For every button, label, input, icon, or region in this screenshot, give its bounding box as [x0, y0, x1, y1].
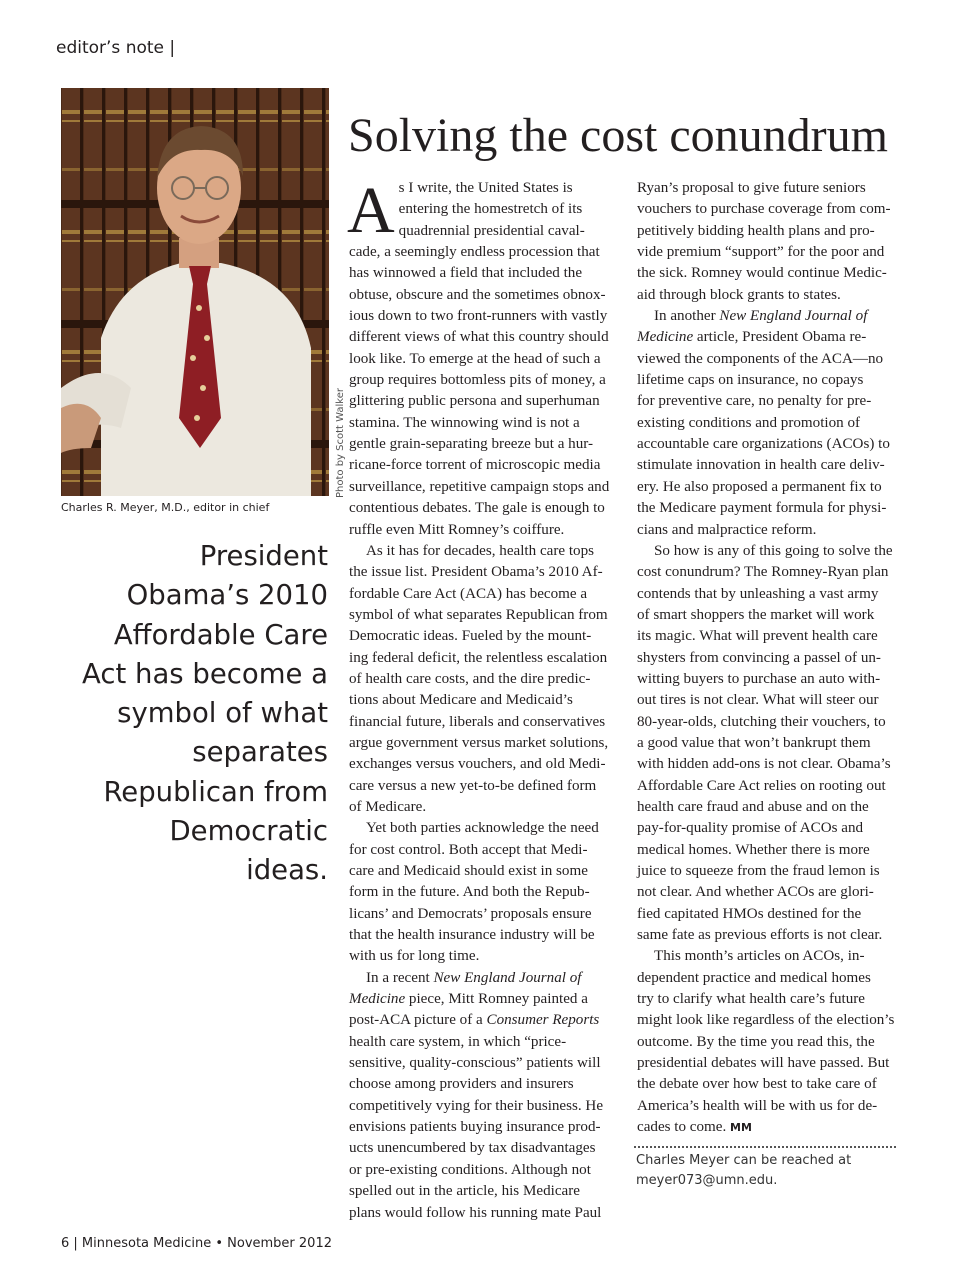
article-line: presidential debates will have passed. But: [637, 1055, 890, 1072]
article-line: the Medicare payment formula for physi-: [637, 500, 887, 517]
contact-note: [636, 1151, 898, 1191]
article-line: out tires is not clear. What will steer our: [637, 692, 879, 709]
article-line: the sick. Romney would continue Medic-: [637, 265, 887, 282]
article-line: contends that by unleashing a vast army: [637, 585, 879, 602]
article-line: Democratic ideas. Fueled by the mount-: [349, 628, 592, 645]
article-line: might look like regardless of the election’s: [637, 1012, 895, 1029]
article-line: 80-year-olds, clutching their vouchers, to: [637, 713, 886, 730]
article-line: symbol of what separates Republican from: [349, 606, 608, 623]
article-line: health care system, in which “price-: [349, 1033, 567, 1050]
article-line: pay-for-quality promise of ACOs and: [637, 820, 864, 837]
article-line: witting buyers to purchase an auto with-: [637, 670, 881, 687]
article-line: for cost control. Both accept that Medi-: [349, 841, 588, 858]
contact-line: Charles Meyer can be reached at: [636, 1153, 852, 1168]
article-line: stimulate innovation in health care deliv-: [637, 457, 885, 474]
article-line: obtuse, obscure and the sometimes obnox-: [349, 286, 606, 303]
article-line: that the health insurance industry will be: [349, 927, 595, 944]
article-line: America’s health will be with us for de-: [637, 1097, 878, 1114]
article-line: In another New England Journal of: [654, 308, 868, 325]
photo-caption: Charles R. Meyer, M.D., editor in chief: [61, 501, 270, 514]
article-line: group requires bottomless pits of money, a: [349, 372, 606, 389]
pull-quote: President Obama’s 2010 Affordable Care Act has become a symbol of what separates Republican from Democratic ideas.: [82, 540, 328, 887]
editor-portrait-image: [61, 88, 329, 496]
article-line: cade, a seemingly endless procession that: [349, 244, 600, 261]
page-footer: 6 | Minnesota Medicine • November 2012: [61, 1236, 332, 1251]
article-line: post-ACA picture of a Consumer Reports: [349, 1012, 600, 1029]
article-line: glittering public persona and superhuman: [349, 393, 600, 410]
article-line: sensitive, quality-conscious” patients will: [349, 1055, 601, 1072]
article-line: its magic. What will prevent health care: [637, 628, 878, 645]
article-line: existing conditions and promotion of: [637, 414, 861, 431]
article-line: a good value that won’t bankrupt them: [637, 734, 871, 751]
article-line: outcome. By the time you read this, the: [637, 1033, 875, 1050]
article-line: with hidden add-ons is not clear. Obama’s: [637, 756, 891, 773]
article-line: tions about Medicare and Medicaid’s: [349, 692, 573, 709]
article-line: cades to come. MM: [637, 1119, 752, 1136]
drop-cap: A: [347, 174, 395, 247]
article-line: In a recent New England Journal of: [366, 969, 582, 986]
article-line: ing federal deficit, the relentless escalation: [349, 649, 608, 666]
article-line: the debate over how best to take care of: [637, 1076, 877, 1093]
article-line: entering the homestretch of its: [398, 201, 583, 218]
signoff-initials: MM: [730, 1121, 752, 1135]
article-line: Ryan’s proposal to give future seniors: [637, 180, 866, 196]
article-line: fordable Care Act (ACA) has become a: [349, 585, 588, 602]
article-line: accountable care organizations (ACOs) to: [637, 436, 890, 453]
article-line: As it has for decades, health care tops: [366, 542, 594, 559]
article-line: not clear. And whether ACOs are glori-: [637, 884, 874, 901]
article-line: for preventive care, no penalty for pre-: [637, 393, 872, 410]
article-line: Affordable Care Act relies on rooting out: [637, 777, 886, 794]
article-line: quadrennial presidential caval-: [398, 222, 585, 239]
article-line: care versus a new yet-to-be defined form: [349, 777, 597, 794]
article-line: ious down to two front-runners with vastly: [349, 308, 608, 325]
article-line: choose among providers and insurers: [349, 1076, 574, 1093]
article-line: plans would follow his running mate Paul: [349, 1204, 602, 1221]
photo-credit: Photo by Scott Walker: [335, 388, 346, 498]
article-line: competitively vying for their business. He: [349, 1097, 604, 1114]
article-line: of health care costs, and the dire predic-: [349, 670, 591, 687]
article-line: ucts unencumbered by tax disadvantages: [349, 1140, 596, 1157]
article-line: ruffle even Mitt Romney’s coiffure.: [349, 521, 565, 538]
article-line: lifetime caps on insurance, no copays: [637, 372, 864, 389]
article-line: cians and malpractice reform.: [637, 521, 817, 538]
article-line: fied capitated HMOs destined for the: [637, 905, 862, 922]
article-line: This month’s articles on ACOs, in-: [654, 948, 865, 965]
article-line: envisions patients buying insurance prod-: [349, 1119, 601, 1136]
article-line: aid through block grants to states.: [637, 286, 841, 303]
article-line: look like. To emerge at the head of such a: [349, 350, 601, 367]
article-line: medical homes. Whether there is more: [637, 841, 870, 858]
article-line: petitively bidding health plans and pro-: [637, 222, 875, 239]
article-line: has winnowed a field that included the: [349, 265, 583, 282]
contact-email: meyer073@umn.edu.: [636, 1173, 778, 1188]
article-line: dependent practice and medical homes: [637, 969, 871, 986]
article-line: Medicine article, President Obama re-: [637, 329, 867, 346]
article-line: So how is any of this going to solve the: [654, 542, 893, 559]
article-line: shysters from convincing a passel of un-: [637, 649, 881, 666]
article-line: with us for long time.: [349, 948, 480, 965]
article-line: care and Medicaid should exist in some: [349, 863, 588, 879]
article-line: spelled out in the article, his Medicare: [349, 1183, 580, 1200]
article-line: health care fraud and abuse and on the: [637, 798, 869, 815]
article-line: same fate as previous efforts is not clear.: [637, 927, 883, 944]
article-line: argue government versus market solutions,: [349, 734, 609, 751]
article-line: exchanges versus vouchers, and old Medi-: [349, 756, 606, 773]
article-line: contentious debates. The gale is enough to: [349, 500, 605, 517]
article-line: or pre-existing conditions. Although not: [349, 1161, 591, 1178]
article-line: Yet both parties acknowledge the need: [366, 820, 599, 837]
article-line: of Medicare.: [349, 798, 427, 815]
article-line: surveillance, repetitive campaign stops and: [349, 478, 610, 495]
article-column-2: [637, 178, 905, 1138]
section-label: editor’s note |: [56, 38, 176, 58]
article-line: gentle grain-separating breeze but a hur-: [349, 436, 594, 453]
article-line: ricane-force torrent of microscopic media: [349, 457, 601, 474]
article-line: of smart shoppers the market will work: [637, 606, 875, 623]
divider: [634, 1146, 896, 1148]
article-line: vouchers to purchase coverage from com-: [637, 201, 891, 218]
article-line: licans’ and Democrats’ proposals ensure: [349, 905, 592, 922]
article-line: viewed the components of the ACA—no: [637, 350, 884, 367]
article-line: the issue list. President Obama’s 2010 Af-: [349, 564, 603, 581]
editor-photo: [61, 88, 329, 496]
article-line: try to clarify what health care’s future: [637, 991, 865, 1008]
article-line: juice to squeeze from the fraud lemon is: [637, 863, 880, 879]
article-column-1: [347, 174, 617, 1224]
article-line: Medicine piece, Mitt Romney painted a: [349, 991, 588, 1008]
article-line: cost conundrum? The Romney-Ryan plan: [637, 564, 889, 581]
article-line: s I write, the United States is: [398, 180, 573, 196]
article-line: form in the future. And both the Repub-: [349, 884, 590, 901]
article-line: different views of what this country should: [349, 329, 609, 346]
article-headline: Solving the cost conundrum: [348, 109, 888, 162]
article-line: ery. He also proposed a permanent fix to: [637, 478, 882, 495]
article-line: vide premium “support” for the poor and: [637, 244, 885, 261]
article-line: financial future, liberals and conservatives: [349, 713, 606, 730]
article-line: stamina. The winnowing wind is not a: [349, 414, 580, 431]
